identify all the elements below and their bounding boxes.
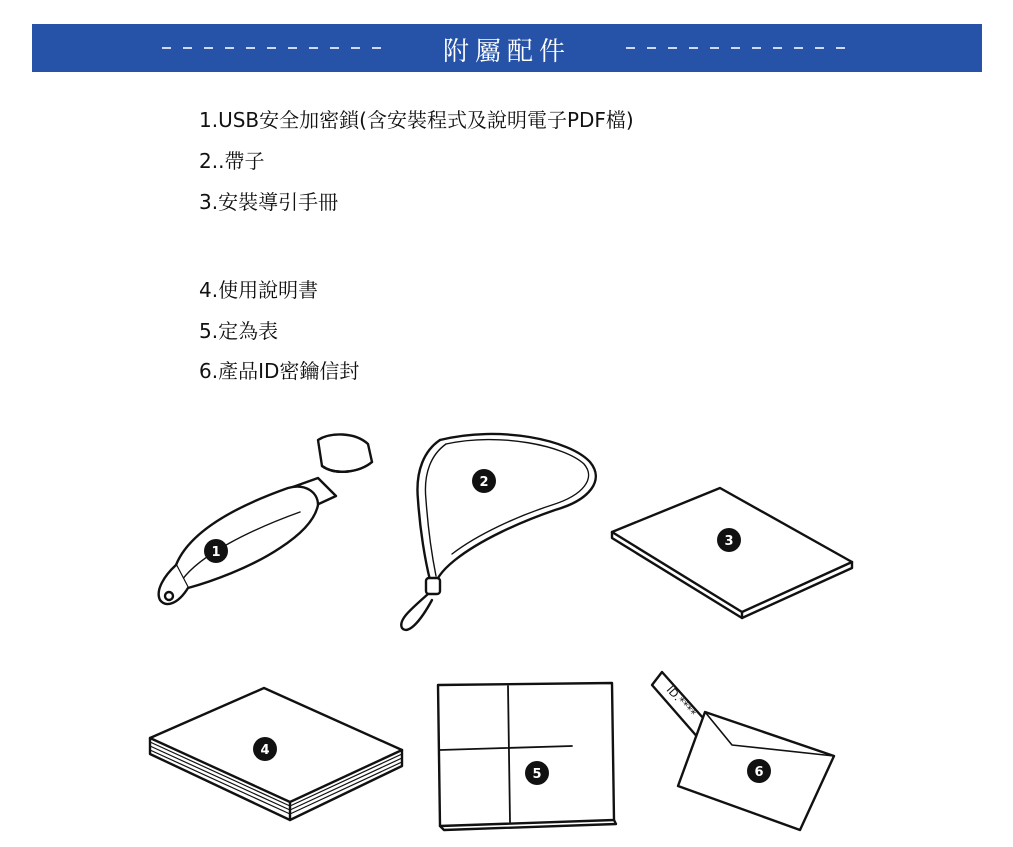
folded-sheet-icon	[438, 683, 616, 830]
envelope-id-tag: ID.****	[663, 683, 699, 720]
badge-6: 6	[754, 765, 764, 780]
badge-3: 3	[724, 534, 734, 549]
badge-1: 1	[211, 545, 221, 560]
accessory-item-1: 1.USB安全加密鎖(含安裝程式及說明電子PDF檔)	[199, 108, 634, 132]
manual-book-icon	[150, 688, 402, 820]
accessory-item-2: 2..帶子	[199, 149, 265, 173]
badge-4: 4	[260, 743, 270, 758]
section-title: 附屬配件	[442, 37, 571, 67]
guide-booklet-icon	[612, 488, 852, 618]
accessory-item-3: 3.安裝導引手冊	[199, 190, 339, 214]
badge-2: 2	[479, 475, 489, 490]
usb-dongle-icon	[159, 434, 372, 604]
lanyard-icon	[401, 434, 596, 630]
accessory-item-6: 6.產品ID密鑰信封	[199, 359, 360, 383]
accessory-item-5: 5.定為表	[199, 319, 279, 343]
accessory-item-4: 4.使用說明書	[199, 278, 319, 302]
badge-5: 5	[532, 767, 542, 782]
